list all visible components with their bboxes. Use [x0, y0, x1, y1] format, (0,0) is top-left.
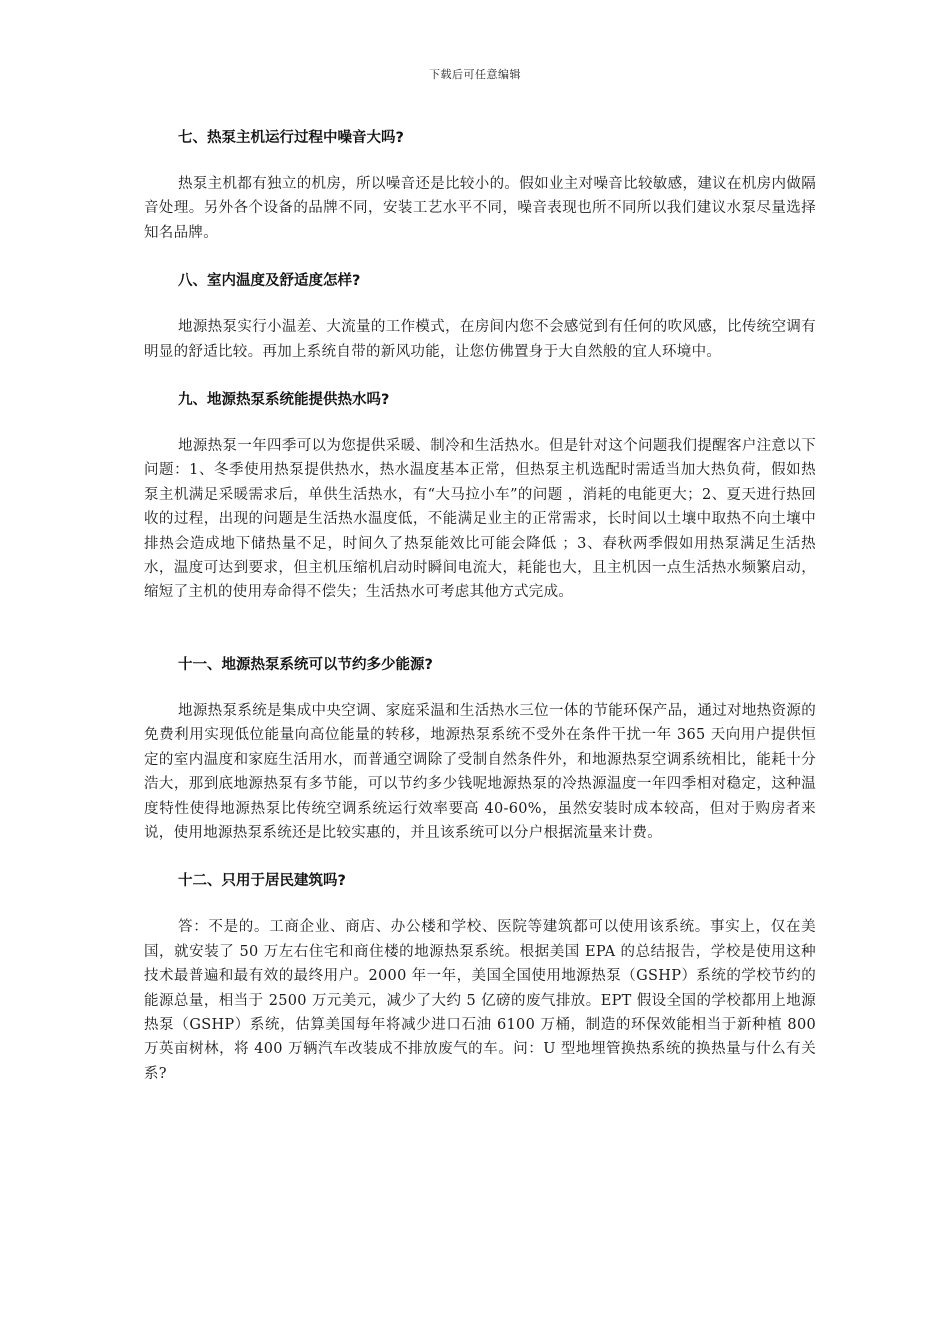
document-body	[144, 126, 816, 1086]
section-heading-8: 八、室内温度及舒适度怎样?	[178, 273, 361, 290]
header-note: 下载后可任意编辑	[429, 68, 521, 81]
section-heading-12: 十二、只用于居民建筑吗?	[178, 873, 346, 890]
section-heading-11: 十一、地源热泵系统可以节约多少能源?	[178, 656, 433, 673]
section-paragraph-7: 热泵主机都有独立的机房，所以噪音还是比较小的。假如业主对噪音比较敏感，建议在机房内做隔音处理。另外各个设备的品牌不同，安装工艺水平不同，噪音表现也所不同所以我们建议水泵尽量选择知名品牌。	[144, 176, 816, 241]
section-paragraph-9: 地源热泵一年四季可以为您提供采暖、制冷和生活热水。但是针对这个问题我们提醒客户注意以下问题：1、冬季使用热泵提供热水，热水温度基本正常，但热泵主机选配时需适当加大热负荷，假如热泵主机满足采暖需求后，单供生活热水，有“大马拉小车”的问题 ，消耗的电能更大；2、夏天进行热回收的过程，出现的问题是生活热水温度低，不能满足业主的正常需求，长时间以土壤中取热不向土壤中排热会造成地下储热量不足，时间久了热泵能效比可能会降低 ；3、春秋两季假如用热泵满足生活热水，温度可达到要求，但主机压缩机启动时瞬间电流大，耗能也大，且主机因一点生活热水频繁启动，缩短了主机的使用寿命得不偿失；生活热水可考虑其他方式完成。	[144, 438, 816, 601]
section-paragraph-11: 地源热泵系统是集成中央空调、家庭采温和生活热水三位一体的节能环保产品，通过对地热资源的免费利用实现低位能量向高位能量的转移，地源热泵系统不受外在条件干扰一年 365 天向用户提供恒定的室内温度和家庭生活用水，而普通空调除了受制自然条件外，和地源热泵空调系统相比，能耗十分浩大，那到底地源热泵有多节能，可以节约多少钱呢地源热泵的冷热源温度一年四季相对稳定，这种温度特性使得地源热泵比传统空调系统运行效率要高 40-60%，虽然安装时成本较高，但对于购房者来说，使用地源热泵系统还是比较实惠的，并且该系统可以分户根据流量来计费。	[144, 702, 816, 841]
section-paragraph-8: 地源热泵实行小温差、大流量的工作模式，在房间内您不会感觉到有任何的吹风感，比传统空调有明显的舒适比较。再加上系统自带的新风功能，让您仿佛置身于大自然般的宜人环境中。	[144, 319, 816, 360]
section-heading-7: 七、热泵主机运行过程中噪音大吗?	[178, 130, 404, 146]
section-heading-9: 九、地源热泵系统能提供热水吗?	[178, 392, 390, 409]
section-paragraph-12: 答：不是的。工商企业、商店、办公楼和学校、医院等建筑都可以使用该系统。事实上，仅在美国，就安装了 50 万左右住宅和商住楼的地源热泵系统。根据美国 EPA 的总结报告，学校是使用这种技术最普遍和最有效的最终用户。2000 年一年，美国全国使用地源热泵（GSHP）系统的学校节约的能源总量，相当于 2500 万元美元，减少了大约 5 亿磅的废气排放。EPT 假设全国的学校都用上地源热泵（GSHP）系统，估算美国每年将减少进口石油 6100 万桶，制造的环保效能相当于新种植 800 万英亩树林，将 400 万辆汽车改装成不排放废气的车。问：U 型地埋管换热系统的换热量与什么有关系?	[144, 919, 816, 1082]
